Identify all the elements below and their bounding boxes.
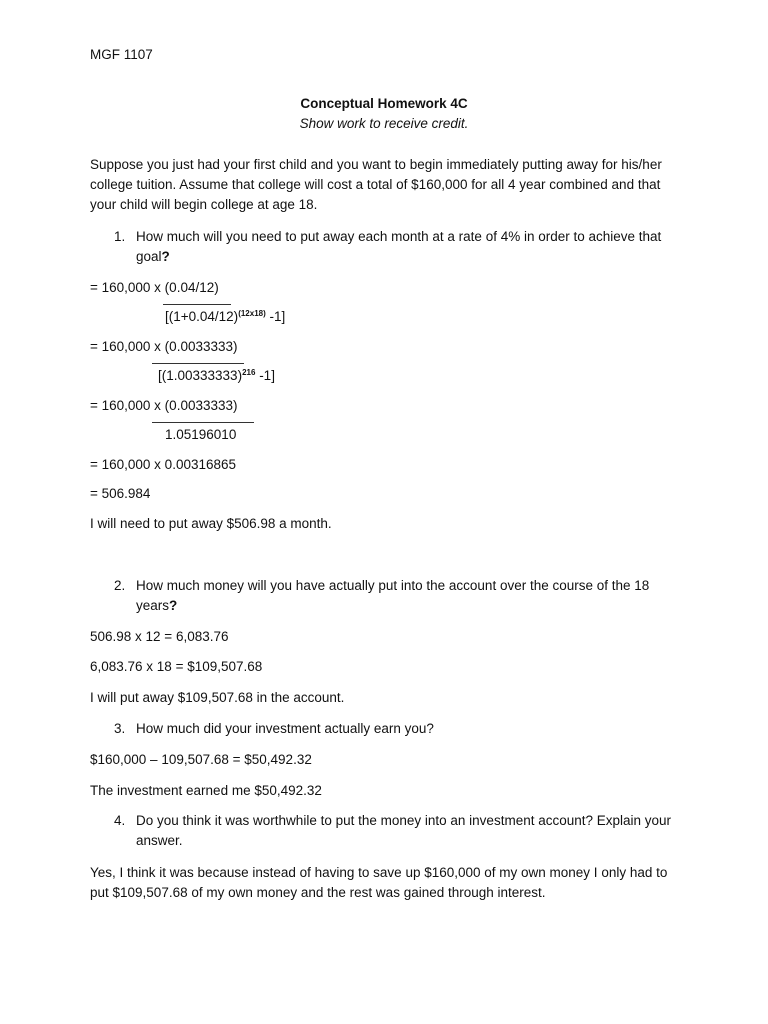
q1-step1-den-base: [(1+0.04/12) xyxy=(165,309,239,324)
q1-step3-fraction-bar xyxy=(152,422,254,423)
question-2-number: 2. xyxy=(114,578,126,593)
question-1-number: 1. xyxy=(114,229,126,244)
q1-step2-den-tail: -1] xyxy=(255,368,275,383)
question-3-text: How much did your investment actually earn you? xyxy=(136,721,434,736)
q2-line-2: 6,083.76 x 18 = $109,507.68 xyxy=(90,659,263,674)
q1-step2-fraction-bar xyxy=(152,363,244,364)
q1-step1-fraction-bar xyxy=(163,304,231,305)
question-2-qmark: ? xyxy=(169,598,178,613)
question-1-text xyxy=(136,227,676,267)
question-4-text: Do you think it was worthwhile to put the money into an investment account? Explain your answer. xyxy=(136,813,672,848)
q4-answer: Yes, I think it was because instead of having to save up $160,000 of my own money I only had to put $109,507.68 of my own money and the rest was gained through interest. xyxy=(90,865,668,900)
q3-line-1: $160,000 – 109,507.68 = $50,492.32 xyxy=(90,752,312,767)
question-2-body: How much money will you have actually put into the account over the course of the 18 years xyxy=(136,578,650,613)
q1-step5: = 506.984 xyxy=(90,486,151,501)
question-3-number: 3. xyxy=(114,721,126,736)
q1-step1-den-tail: -1] xyxy=(265,309,286,324)
q1-step1-numerator: = 160,000 x (0.04/12) xyxy=(90,280,219,295)
question-1-body: How much will you need to put away each month at a rate of 4% in order to achieve that goal xyxy=(136,229,662,264)
question-1-qmark: ? xyxy=(161,249,170,264)
q1-step1-den-exponent: (12x18) xyxy=(238,309,266,318)
q1-step3-denominator: 1.05196010 xyxy=(165,427,237,442)
q1-step1-denominator xyxy=(165,307,285,327)
question-4-number: 4. xyxy=(114,813,126,828)
q1-step2-den-exponent: 216 xyxy=(242,368,256,377)
q2-line-1: 506.98 x 12 = 6,083.76 xyxy=(90,629,229,644)
q1-answer: I will need to put away $506.98 a month. xyxy=(90,516,332,531)
intro-paragraph: Suppose you just had your first child and you want to begin immediately putting away for his/her college tuition. Assume that college will cost a total of $160,000 for all 4 year combined and that your child will begin college at age 18. xyxy=(90,157,662,212)
q2-answer: I will put away $109,507.68 in the account. xyxy=(90,690,345,705)
q1-step3-numerator: = 160,000 x (0.0033333) xyxy=(90,398,238,413)
q1-step2-numerator: = 160,000 x (0.0033333) xyxy=(90,339,238,354)
question-2-text xyxy=(136,576,676,616)
page-subtitle: Show work to receive credit. xyxy=(299,116,469,131)
page-title: Conceptual Homework 4C xyxy=(300,96,468,111)
course-code: MGF 1107 xyxy=(90,47,153,62)
q1-step2-denominator xyxy=(158,366,275,386)
q1-step2-den-base: [(1.00333333) xyxy=(158,368,243,383)
q3-answer: The investment earned me $50,492.32 xyxy=(90,783,322,798)
q1-step4: = 160,000 x 0.00316865 xyxy=(90,457,237,472)
